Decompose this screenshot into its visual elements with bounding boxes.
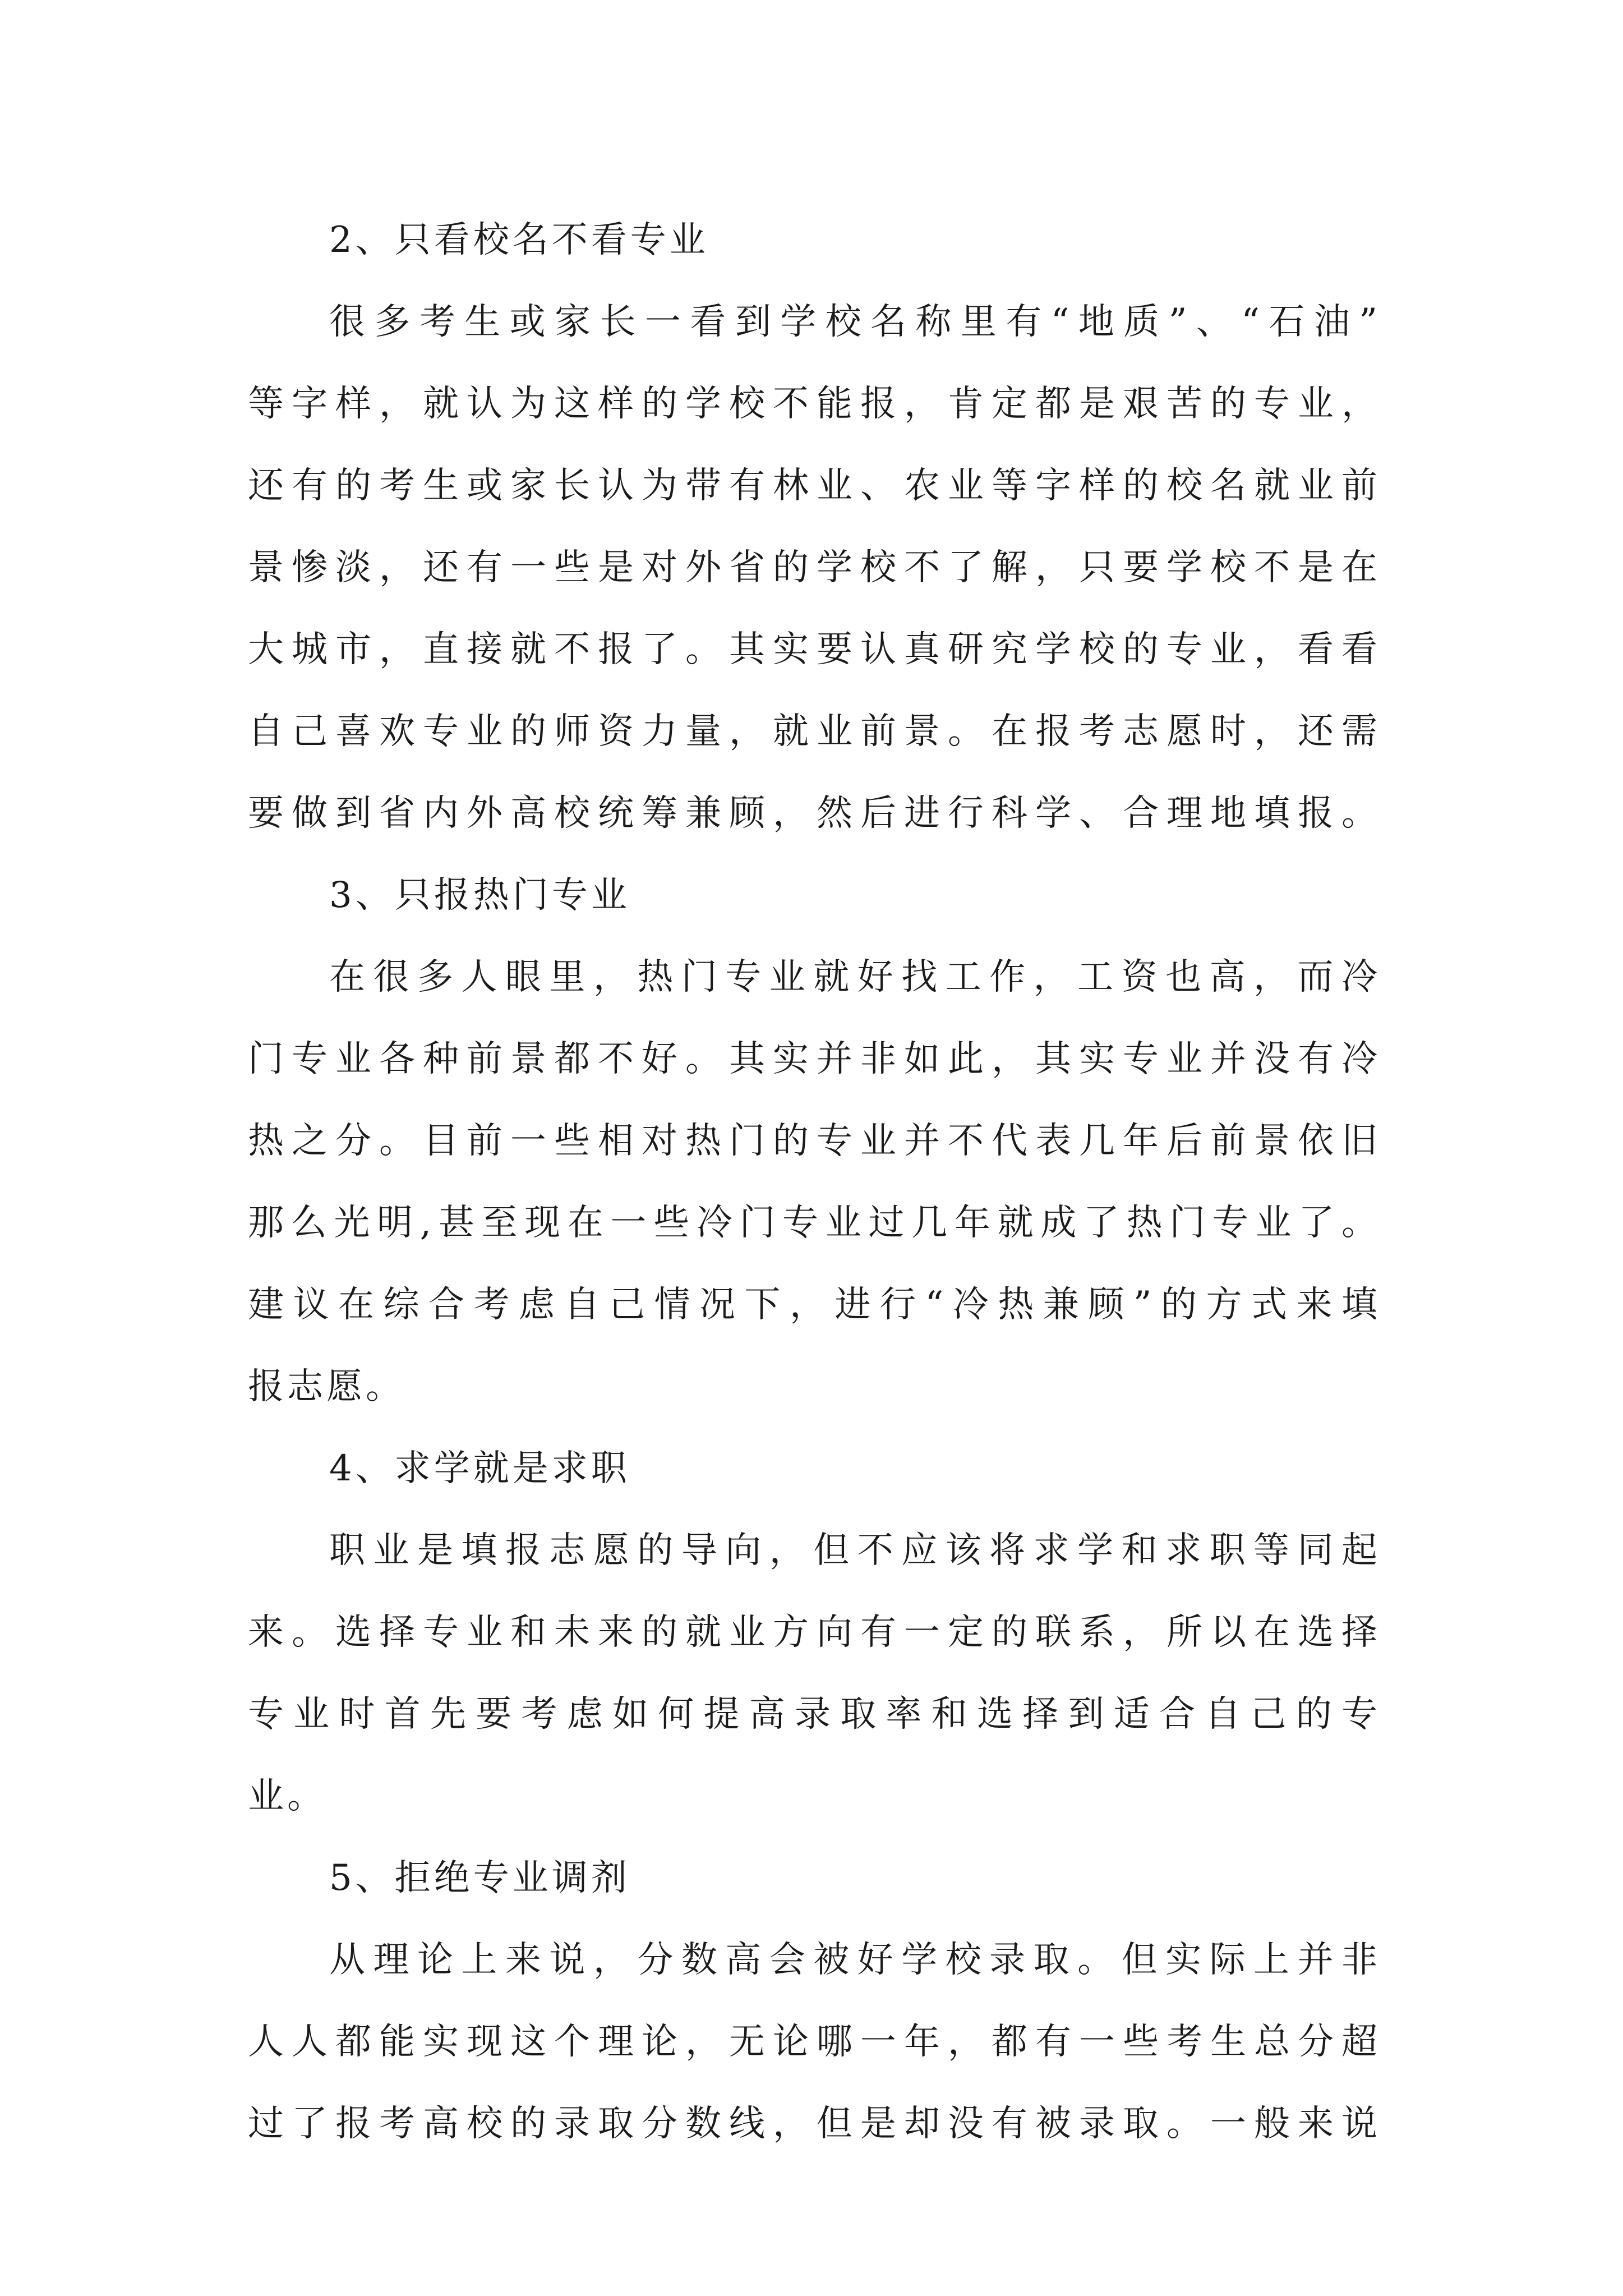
paragraph-line: 自己喜欢专业的师资力量，就业前景。在报考志愿时，还需	[248, 711, 1381, 752]
paragraph-line: 从理论上来说，分数高会被好学校录取。但实际上并非	[329, 1939, 1381, 1981]
paragraph-line: 来。选择专业和未来的就业方向有一定的联系，所以在选择	[248, 1612, 1381, 1653]
paragraph-line: 门专业各种前景都不好。其实并非如此，其实专业并没有冷	[248, 1038, 1381, 1080]
section-heading: 2、只看校名不看专业	[329, 219, 709, 261]
paragraph-line: 业。	[248, 1775, 326, 1817]
paragraph-line: 报志愿。	[248, 1366, 405, 1407]
paragraph-line: 还有的考生或家长认为带有林业、农业等字样的校名就业前	[248, 465, 1381, 507]
paragraph-line: 人人都能实现这个理论，无论哪一年，都有一些考生总分超	[248, 2021, 1381, 2063]
paragraph-line: 那么光明,甚至现在一些冷门专业过几年就成了热门专业了。	[248, 1202, 1381, 1244]
document-body	[248, 199, 1381, 2165]
paragraph-line: 等字样，就认为这样的学校不能报，肯定都是艰苦的专业，	[248, 383, 1381, 425]
paragraph-line: 要做到省内外高校统筹兼顾，然后进行科学、合理地填报。	[248, 793, 1381, 834]
paragraph-line: 景惨淡，还有一些是对外省的学校不了解，只要学校不是在	[248, 547, 1381, 588]
section-paragraph	[248, 936, 1381, 1428]
section-paragraph	[248, 1510, 1381, 1837]
section-heading: 4、求学就是求职	[329, 1448, 630, 1489]
paragraph-line: 建议在综合考虑自己情况下，进行“冷热兼顾”的方式来填	[248, 1284, 1381, 1326]
paragraph-line: 过了报考高校的录取分数线，但是却没有被录取。一般来说	[248, 2103, 1381, 2145]
paragraph-line: 在很多人眼里，热门专业就好找工作，工资也高，而冷	[329, 956, 1381, 998]
section-paragraph	[248, 1919, 1381, 2165]
paragraph-line: 专业时首先要考虑如何提高录取率和选择到适合自己的专	[248, 1694, 1381, 1735]
section-heading: 3、只报热门专业	[329, 875, 630, 916]
paragraph-line: 大城市，直接就不报了。其实要认真研究学校的专业，看看	[248, 629, 1381, 670]
section-paragraph	[248, 281, 1381, 854]
section-heading: 5、拒绝专业调剂	[329, 1857, 630, 1899]
paragraph-line: 很多考生或家长一看到学校名称里有“地质”、“石油”	[329, 301, 1381, 343]
paragraph-line: 职业是填报志愿的导向，但不应该将求学和求职等同起	[329, 1530, 1381, 1571]
paragraph-line: 热之分。目前一些相对热门的专业并不代表几年后前景依旧	[248, 1120, 1381, 1162]
